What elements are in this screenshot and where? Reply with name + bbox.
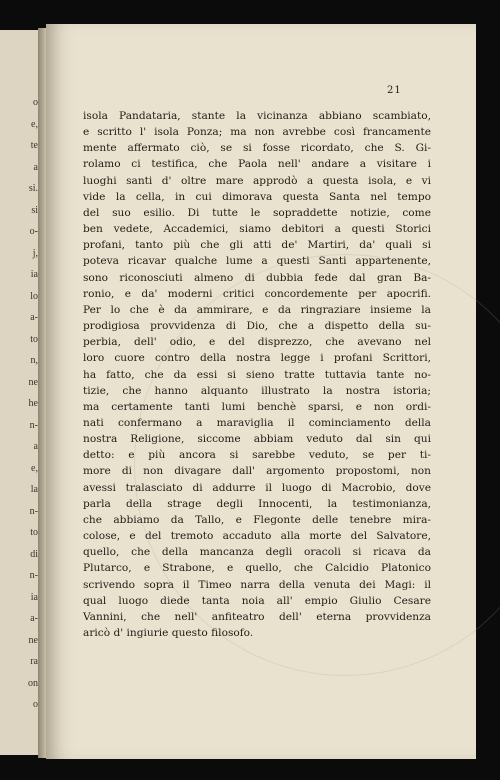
text-line: e scritto l' isola Ponza; ma non avrebbe così francamente (83, 126, 431, 139)
text-line: loro cuore contro della nostra legge i profani Scrittori, (83, 352, 431, 365)
text-line: del suo esilio. Di tutte le sopraddette notizie, come (83, 206, 431, 219)
facing-page-fragment: o- (29, 226, 38, 237)
text-line: tizie, che hanno alquanto illustrato la nostra istoria; (83, 384, 431, 397)
facing-page-fragment: to (30, 333, 38, 345)
text-line: nati confermano a maraviglia il cominciamento della (83, 416, 431, 429)
text-line: ma certamente tanti lumi benchè sparsi, e non ordi- (83, 400, 431, 413)
facing-page-fragment: si. (28, 183, 38, 194)
facing-page-fragment: a- (30, 312, 38, 323)
text-line: che abbiamo da Tallo, e Flegonte delle tenebre mira- (83, 513, 431, 526)
facing-page-fragment: on (28, 677, 38, 689)
text-line: detto: e più ancora si sarebbe veduto, se per ti- (83, 449, 431, 462)
text-line: perbia, dell' odio, e del disprezzo, che avevano nel (83, 336, 431, 349)
facing-page-edge (0, 30, 40, 755)
text-line: sono riconosciuti almeno di dubbia fede dal gran Ba- (83, 271, 431, 284)
text-line: luoghi santi d' oltre mare approdò a questa isola, e vi (83, 174, 431, 187)
text-line: vide la cella, in cui dimorava questa Santa nel tempo (83, 190, 431, 203)
facing-page-fragment: te (30, 140, 38, 151)
text-line: Per lo che è da ammirare, e da ringraziare insieme la (83, 303, 431, 316)
facing-page-fragment: di (30, 548, 38, 560)
text-line: aricò d' ingiurie questo filosofo. (83, 627, 254, 639)
facing-page-fragment: a (33, 161, 38, 173)
facing-page-fragment: ia (30, 591, 38, 603)
facing-page-fragment: to (30, 527, 38, 538)
facing-page-fragment: e, (31, 118, 38, 130)
text-line: parla della strage degli Innocenti, la testimonianza, (83, 497, 431, 510)
facing-page-fragment: ne (28, 634, 38, 646)
text-line: mente affermato ciò, se si fosse ricordato, che S. Gi- (83, 142, 431, 155)
facing-page-fragment: e, (31, 462, 38, 474)
text-line: isola Pandataria, stante la vicinanza abbiano scambiato, (83, 110, 431, 122)
facing-page-fragment: o (33, 97, 38, 108)
body-text (83, 108, 431, 641)
facing-page-fragment: j, (32, 247, 38, 259)
text-line: prodigiosa provvidenza di Dio, che a dispetto della su- (83, 320, 431, 333)
text-line: Vannini, che nell' anfiteatro dell' eterna provvidenza (83, 610, 431, 623)
text-line: avessi tralasciato di addurre il luogo di Macrobio, dove (83, 481, 431, 494)
facing-page-fragment: he (28, 398, 38, 409)
facing-page-fragment: n, (30, 355, 38, 366)
facing-page-fragment: n- (29, 570, 38, 581)
text-line: colose, e del tremoto accaduto alla morte del Salvatore, (83, 530, 431, 543)
text-line: ben vedete, Accademici, siamo debitori a questi Storici (83, 223, 431, 236)
facing-page-fragment: a- (30, 613, 38, 624)
facing-page-fragment: la (30, 484, 38, 495)
facing-page-fragment: ra (30, 656, 38, 667)
text-line: Plutarco, e Strabone, e quello, che Calcidio Platonico (83, 562, 431, 575)
facing-page-fragment: o (33, 699, 38, 710)
text-line: ha fatto, che da essi si sieno tratte tuttavia tante no- (83, 368, 431, 381)
book-page (46, 24, 476, 759)
text-line: profani, tanto più che gli atti de' Martiri, da' quali si (83, 239, 431, 252)
text-line: quello, che della mancanza degli oracoli si ricava da (83, 546, 431, 559)
text-line: nostra Religione, siccome abbiam veduto dal sin qui (83, 433, 431, 446)
facing-page-fragment: lo (30, 290, 38, 302)
facing-page-fragment: si (31, 204, 38, 216)
facing-page-fragment: n- (29, 505, 38, 517)
text-line: qual luogo diede tanta noia all' empio Giulio Cesare (83, 594, 431, 607)
text-line: rolamo ci testifica, che Paola nell' andare a visitare i (83, 158, 431, 171)
page-number: 21 (387, 85, 402, 96)
text-line: more di non divagare dall' argomento propostomi, non (83, 465, 431, 478)
facing-page-fragment: n- (29, 419, 38, 431)
facing-page-fragment: ia (30, 269, 38, 280)
text-line: ronio, e da' moderni critici concordemente per apocrifi. (83, 287, 431, 300)
text-line: scrivendo sopra il Timeo narra della venuta dei Magi: il (83, 578, 431, 591)
facing-page-fragment: ne (28, 376, 38, 388)
facing-page-fragment: a (33, 441, 38, 452)
text-line: poteva ricavar qualche lume a questi Santi appartenente, (83, 255, 431, 268)
